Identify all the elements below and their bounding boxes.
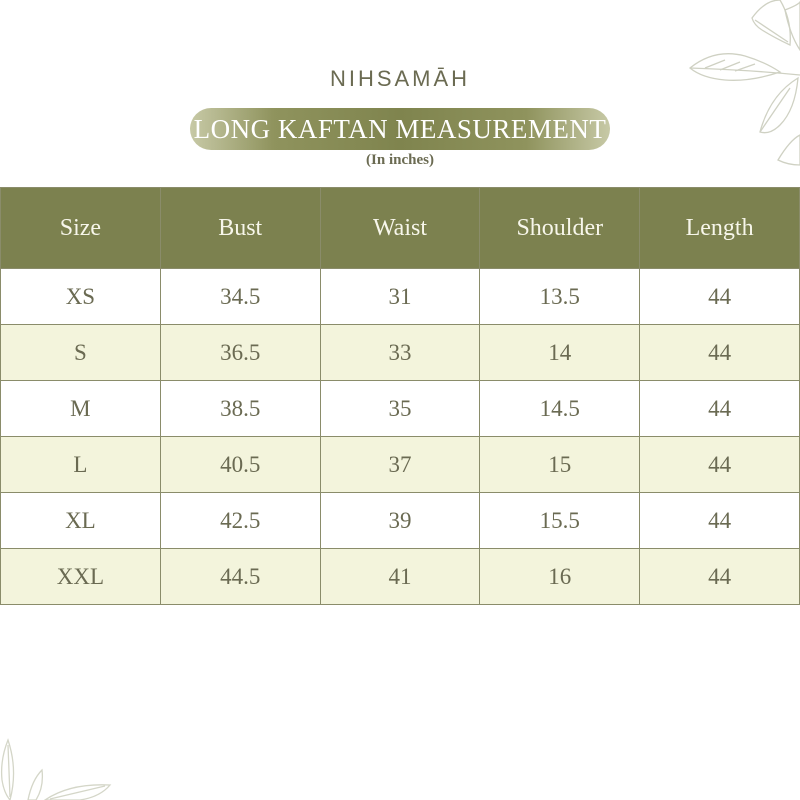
size-chart-table (0, 187, 800, 605)
shoulder-cell: 13.5 (480, 269, 640, 325)
shoulder-cell: 14 (480, 325, 640, 381)
size-cell: M (1, 381, 161, 437)
header-bust: Bust (160, 188, 320, 269)
size-cell: XXL (1, 549, 161, 605)
size-cell: XS (1, 269, 161, 325)
header-waist: Waist (320, 188, 480, 269)
waist-cell: 33 (320, 325, 480, 381)
length-cell: 44 (640, 325, 800, 381)
waist-cell: 31 (320, 269, 480, 325)
length-cell: 44 (640, 437, 800, 493)
table-row (1, 325, 800, 381)
length-cell: 44 (640, 493, 800, 549)
length-cell: 44 (640, 269, 800, 325)
table-header-row (1, 188, 800, 269)
bust-cell: 44.5 (160, 549, 320, 605)
size-cell: XL (1, 493, 161, 549)
bust-cell: 38.5 (160, 381, 320, 437)
header-shoulder: Shoulder (480, 188, 640, 269)
title-banner (190, 108, 610, 150)
size-cell: S (1, 325, 161, 381)
header-size: Size (1, 188, 161, 269)
table-row (1, 269, 800, 325)
header-length: Length (640, 188, 800, 269)
waist-cell: 39 (320, 493, 480, 549)
shoulder-cell: 14.5 (480, 381, 640, 437)
shoulder-cell: 15.5 (480, 493, 640, 549)
page-title: LONG KAFTAN MEASUREMENT (193, 113, 607, 144)
size-cell: L (1, 437, 161, 493)
bust-cell: 42.5 (160, 493, 320, 549)
shoulder-cell: 16 (480, 549, 640, 605)
shoulder-cell: 15 (480, 437, 640, 493)
table-row (1, 549, 800, 605)
table-row (1, 381, 800, 437)
brand-logo: NIHSAMĀH (329, 66, 471, 91)
units-subtitle: (In inches) (366, 152, 434, 168)
length-cell: 44 (640, 381, 800, 437)
waist-cell: 41 (320, 549, 480, 605)
bust-cell: 40.5 (160, 437, 320, 493)
bust-cell: 36.5 (160, 325, 320, 381)
table-row (1, 437, 800, 493)
waist-cell: 37 (320, 437, 480, 493)
table-row (1, 493, 800, 549)
leaf-decoration-bottom-left-icon (0, 725, 130, 800)
bust-cell: 34.5 (160, 269, 320, 325)
waist-cell: 35 (320, 381, 480, 437)
length-cell: 44 (640, 549, 800, 605)
